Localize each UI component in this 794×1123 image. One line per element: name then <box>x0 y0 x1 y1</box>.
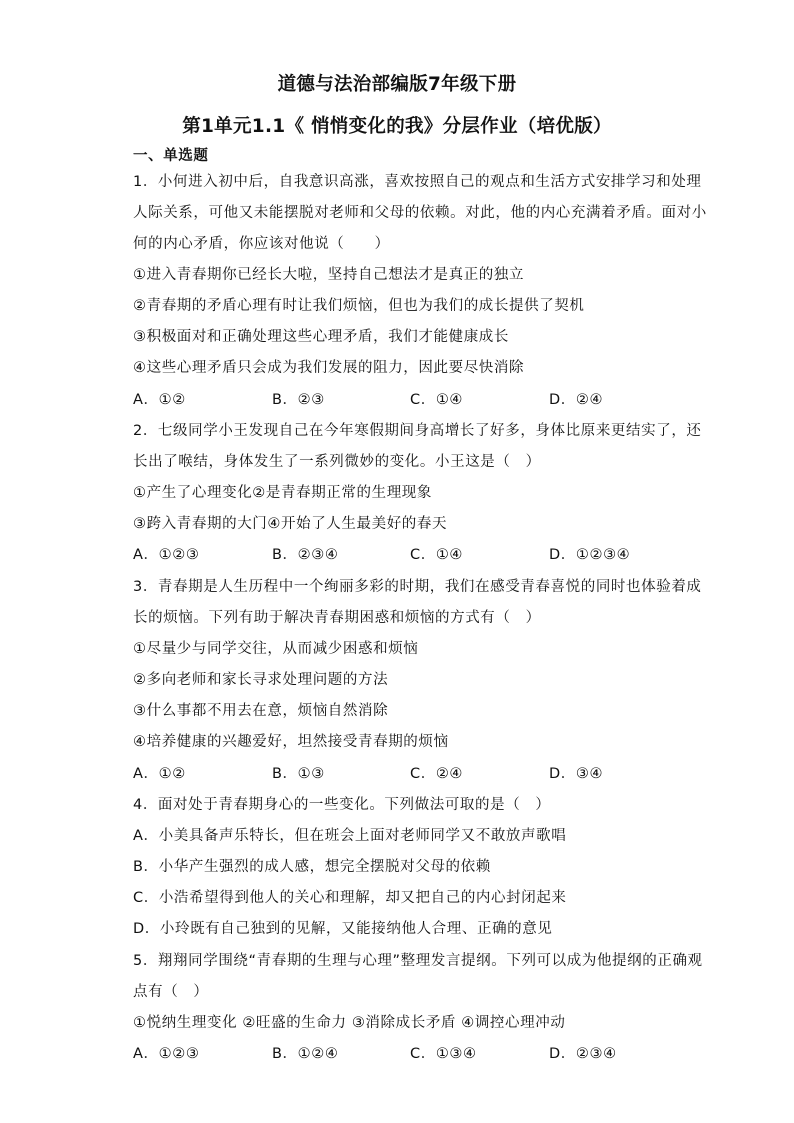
q5-stem-line-1: 5．翔翔同学围绕“青春期的生理与心理”整理发言提纲。下列可以成为他提纲的正确观 <box>133 953 703 969</box>
q3-item-3: ③什么事都不用去在意，烦恼自然消除 <box>133 703 389 719</box>
q1-item-4: ④这些心理矛盾只会成为我们发展的阻力，因此要尽快消除 <box>133 360 525 376</box>
q2-option-a: A．①②③ <box>133 547 200 563</box>
document-subtitle: 第1单元1.1《 悄悄变化的我》分层作业（培优版） <box>182 116 612 137</box>
q2-option-b: B．②③④ <box>272 547 339 563</box>
q4-option-a: A．小美具备声乐特长，但在班会上面对老师同学又不敢放声歌唱 <box>133 828 567 844</box>
q1-option-a: A．①② <box>133 392 186 408</box>
q5-option-c: C．①③④ <box>410 1046 477 1062</box>
q2-item-2: ③跨入青春期的大门④开始了人生最美好的春天 <box>133 516 448 532</box>
q5-stem-line-2: 点有（ ） <box>133 984 209 1000</box>
q5-option-a: A．①②③ <box>133 1046 200 1062</box>
q1-option-c: C．①④ <box>410 392 464 408</box>
q1-stem-line-3: 何的内心矛盾，你应该对他说（ ） <box>133 236 390 252</box>
q4-option-d: D．小玲既有自己独到的见解，又能接纳他人合理、正确的意见 <box>133 921 553 937</box>
q1-item-2: ②青春期的矛盾心理有时让我们烦恼，但也为我们的成长提供了契机 <box>133 298 585 314</box>
q1-stem-line-1: 1．小何进入初中后，自我意识高涨，喜欢按照自己的观点和生活方式安排学习和处理 <box>133 174 702 190</box>
q4-option-b: B．小华产生强烈的成人感，想完全摆脱对父母的依赖 <box>133 859 491 875</box>
q3-option-d: D．③④ <box>549 766 604 782</box>
q2-stem-line-2: 长出了喉结，身体发生了一系列微妙的变化。小王这是（ ） <box>133 454 541 470</box>
q5-item-1: ①悦纳生理变化 ②旺盛的生命力 ③消除成长矛盾 ④调控心理冲动 <box>133 1015 566 1031</box>
q3-stem-line-1: 3．青春期是人生历程中一个绚丽多彩的时期，我们在感受青春喜悦的同时也体验着成 <box>133 579 702 595</box>
q3-stem-line-2: 长的烦恼。下列有助于解决青春期困惑和烦恼的方式有（ ） <box>133 610 541 626</box>
document-title: 道德与法治部编版7年级下册 <box>277 74 517 95</box>
q4-option-c: C．小浩希望得到他人的关心和理解，却又把自己的内心封闭起来 <box>133 890 567 906</box>
q3-item-1: ①尽量少与同学交往，从而减少困惑和烦恼 <box>133 641 419 657</box>
q2-stem-line-1: 2．七级同学小王发现自己在今年寒假期间身高增长了好多，身体比原来更结实了，还 <box>133 423 702 439</box>
q2-item-1: ①产生了心理变化②是青春期正常的生理现象 <box>133 485 432 501</box>
q5-option-b: B．①②④ <box>272 1046 339 1062</box>
q3-item-4: ④培养健康的兴趣爱好，坦然接受青春期的烦恼 <box>133 734 449 750</box>
q3-option-c: C．②④ <box>410 766 464 782</box>
q1-item-3: ③积极面对和正确处理这些心理矛盾，我们才能健康成长 <box>133 329 509 345</box>
q4-stem-line-1: 4．面对处于青春期身心的一些变化。下列做法可取的是（ ） <box>133 797 551 813</box>
q5-option-d: D．②③④ <box>549 1046 617 1062</box>
q1-stem-line-2: 人际关系，可他又未能摆脱对老师和父母的依赖。对此，他的内心充满着矛盾。面对小 <box>133 205 707 221</box>
q1-option-b: B．②③ <box>272 392 325 408</box>
q3-item-2: ②多向老师和家长寻求处理问题的方法 <box>133 672 389 688</box>
q3-option-b: B．①③ <box>272 766 325 782</box>
q2-option-d: D．①②③④ <box>549 547 631 563</box>
q2-option-c: C．①④ <box>410 547 464 563</box>
section-heading: 一、单选题 <box>133 148 209 164</box>
q1-item-1: ①进入青春期你已经长大啦，坚持自己想法才是真正的独立 <box>133 267 525 283</box>
q3-option-a: A．①② <box>133 766 186 782</box>
q1-option-d: D．②④ <box>549 392 604 408</box>
